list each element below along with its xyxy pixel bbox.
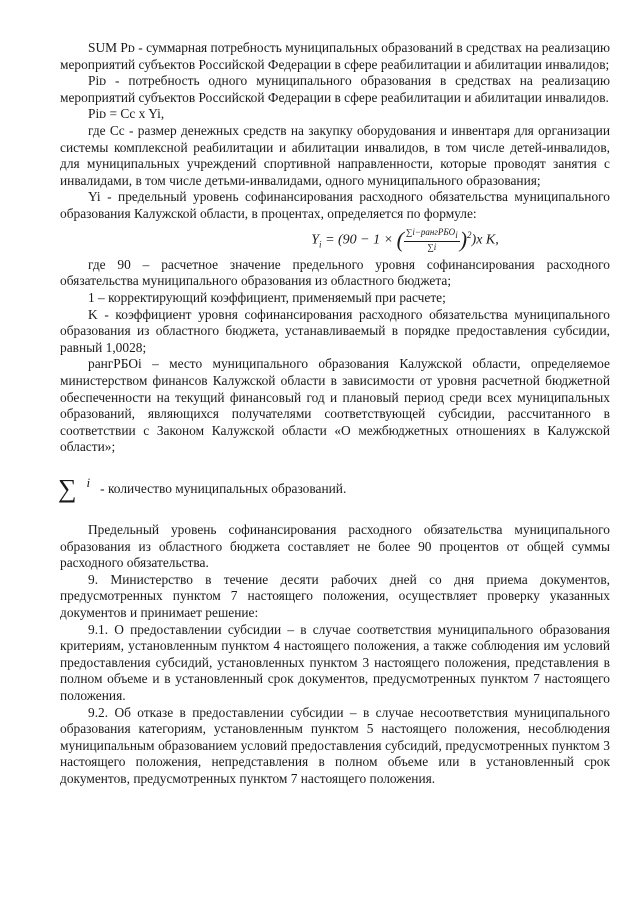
formula-tail: )x K, <box>471 232 499 248</box>
paragraph-pid-formula: Piᴅ = Cc x Yi, <box>88 106 165 122</box>
paragraph-item-9: 9. Министерство в течение десяти рабочих дней со дня приема документов, предусмотренных пунктом 7 настоящего положения, осуществляет проверку указанных документов и принимает решение: <box>60 571 610 620</box>
paragraph-yi: Yi - предельный уровень софинансирования расходного обязательства муниципального образования Калужской области, в процентах, определяется по формуле: <box>60 189 610 221</box>
formula-numerator: ∑i−рангРБОi <box>405 227 458 240</box>
sum-text: - количество муниципальных образований. <box>100 480 347 496</box>
paragraph-item-9-1: 9.1. О предоставлении субсидии – в случае соответствия муниципального образования критериям, установленным пунктом 4 настоящего положения, а также соблюдения им условий предоставления субсидий, установленных пунктом 3 настоящего положения, представления в полном объеме и в установленный срок документов, предусмотренных пунктом 7 настоящего положения. <box>60 621 610 703</box>
formula-fraction <box>404 227 460 253</box>
paragraph-pid: Piᴅ - потребность одного муниципального образования в средствах на реализацию мероприятий субъектов Российской Федерации в сфере реабилитации и абилитации инвалидов. <box>60 73 610 105</box>
formula-lhs-sub: i <box>319 238 322 249</box>
paragraph-item-9-2: 9.2. Об отказе в предоставлении субсидии – в случае несоответствия муниципального образования категориям, установленным пунктом 5 настоящего положения, несоблюдения муниципальным образованием условий предоставления субсидий, предусмотренных пунктом 3 настоящего положения, непредставления в полном объеме или в установленный срок документов, предусмотренных пунктом 7 настоящего положения. <box>60 704 610 786</box>
formula-right-paren: ) <box>459 226 468 252</box>
formula-denominator: ∑i <box>427 241 437 252</box>
document-body <box>60 40 610 787</box>
paragraph-where-90: где 90 – расчетное значение предельного уровня софинансирования расходного обязательства муниципального образования из областного бюджета; <box>60 256 610 289</box>
paragraph-rank: рангРБОi – место муниципального образования Калужской области, определяемое министерством финансов Калужской области в зависимости от уровня расчетной бюджетной обеспеченности на текущий финансовый год и плановый период среди всех муниципальных образований, являющихся получателями соответствующей субсидии, рассчитанного в соответствии с Законом Калужской области «О межбюджетных отношениях в Калужской области»; <box>60 356 610 455</box>
sum-symbol: ∑ <box>58 473 77 503</box>
paragraph-cc: где Cc - размер денежных средств на закупку оборудования и инвентаря для организации системы комплексной реабилитации и абилитации инвалидов, в том числе детей-инвалидов, для муниципальных учреждений спортивной направленности, которые проводят занятия с инвалидами, в том числе детьми-инвалидами, одного муниципального образования; <box>60 122 610 188</box>
sum-variable: i <box>86 474 91 490</box>
yi-formula <box>200 227 610 253</box>
paragraph-limit: Предельный уровень софинансирования расходного обязательства муниципального образования из областного бюджета составляет не более 90 процентов от общей суммы расходного обязательства. <box>60 521 610 571</box>
paragraph-coef-1: 1 – корректирующий коэффициент, применяемый при расчете; <box>88 290 446 306</box>
formula-left-paren: ( <box>396 226 404 252</box>
formula-lhs: Y <box>311 232 320 248</box>
paragraph-sum-pd: SUM Pᴅ - суммарная потребность муниципальных образований в средствах на реализацию мероприятий субъектов Российской Федерации в сфере реабилитации и абилитации инвалидов; <box>60 40 610 72</box>
formula-exponent: 2 <box>467 229 472 240</box>
formula-mid: = (90 − 1 × <box>321 232 397 248</box>
paragraph-coef-k: K - коэффициент уровня софинансирования расходного обязательства муниципального образования из областного бюджета, устанавливаемый в порядке предоставления субсидии, равный 1,0028; <box>60 306 610 355</box>
sum-definition <box>58 473 610 503</box>
